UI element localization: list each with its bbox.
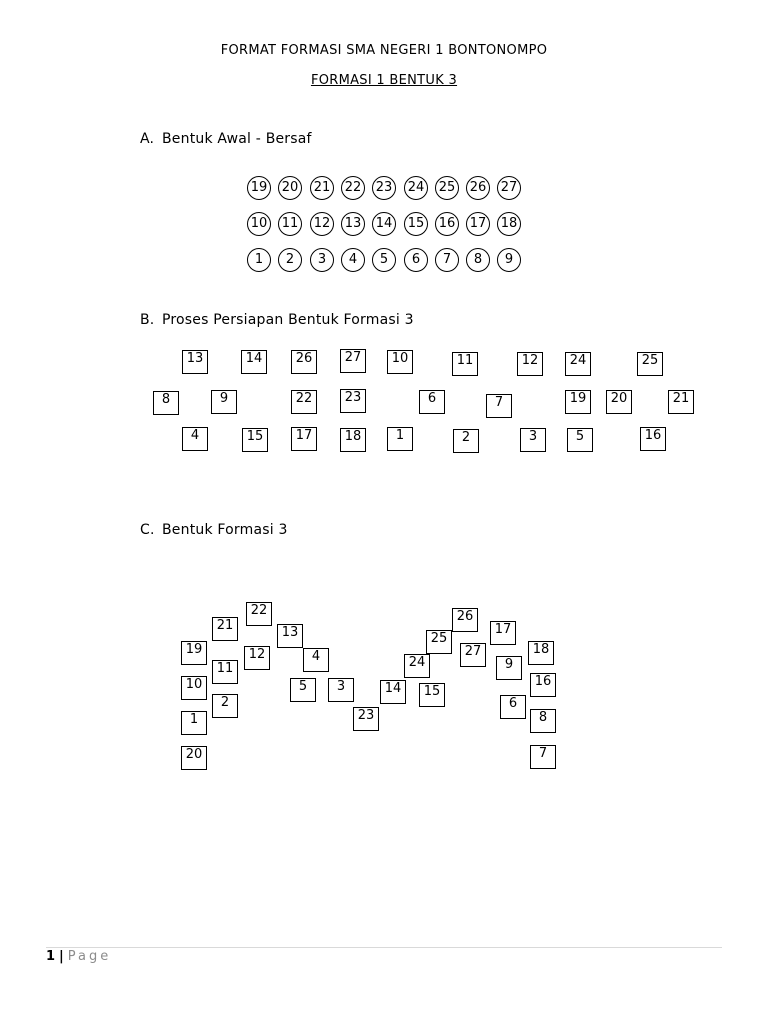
student-circle: 3 xyxy=(310,248,334,272)
student-circle: 21 xyxy=(310,176,334,200)
document-title: FORMAT FORMASI SMA NEGERI 1 BONTONOMPO xyxy=(220,43,548,58)
student-box: 14 xyxy=(380,680,406,704)
student-box: 13 xyxy=(277,624,303,648)
page-label: Page xyxy=(67,949,112,964)
footer-divider xyxy=(46,947,722,948)
student-box: 24 xyxy=(404,654,430,678)
student-circle: 5 xyxy=(372,248,396,272)
section-a-heading xyxy=(140,131,312,147)
student-box: 10 xyxy=(181,676,207,700)
section-a-letter: A. xyxy=(140,131,155,147)
section-c-heading xyxy=(140,522,288,538)
student-circle: 22 xyxy=(341,176,365,200)
page-number: 1 xyxy=(46,949,56,964)
student-circle: 1 xyxy=(247,248,271,272)
section-b-label: Proses Persiapan Bentuk Formasi 3 xyxy=(162,312,414,328)
student-box: 20 xyxy=(181,746,207,770)
student-box: 7 xyxy=(530,745,556,769)
student-circle: 11 xyxy=(278,212,302,236)
section-b-heading xyxy=(140,312,414,328)
student-circle: 17 xyxy=(466,212,490,236)
student-box: 14 xyxy=(241,350,267,374)
student-box: 7 xyxy=(486,394,512,418)
student-box: 19 xyxy=(181,641,207,665)
student-box: 10 xyxy=(387,350,413,374)
student-circle: 2 xyxy=(278,248,302,272)
student-circle: 14 xyxy=(372,212,396,236)
student-box: 12 xyxy=(244,646,270,670)
student-box: 27 xyxy=(340,349,366,373)
student-box: 9 xyxy=(211,390,237,414)
student-circle: 16 xyxy=(435,212,459,236)
student-circle: 18 xyxy=(497,212,521,236)
section-a-label: Bentuk Awal - Bersaf xyxy=(162,131,312,147)
student-box: 25 xyxy=(637,352,663,376)
student-circle: 13 xyxy=(341,212,365,236)
student-box: 5 xyxy=(290,678,316,702)
document-subtitle: FORMASI 1 BENTUK 3 xyxy=(310,73,458,88)
student-box: 26 xyxy=(452,608,478,632)
student-box: 3 xyxy=(520,428,546,452)
student-circle: 12 xyxy=(310,212,334,236)
student-box: 2 xyxy=(453,429,479,453)
student-box: 1 xyxy=(181,711,207,735)
student-box: 25 xyxy=(426,630,452,654)
section-c-letter: C. xyxy=(140,522,155,538)
section-c-label: Bentuk Formasi 3 xyxy=(162,522,288,538)
student-circle: 24 xyxy=(404,176,428,200)
student-box: 2 xyxy=(212,694,238,718)
student-box: 11 xyxy=(452,352,478,376)
student-circle: 15 xyxy=(404,212,428,236)
section-b-letter: B. xyxy=(140,312,155,328)
student-circle: 4 xyxy=(341,248,365,272)
student-box: 22 xyxy=(246,602,272,626)
student-circle: 25 xyxy=(435,176,459,200)
student-box: 23 xyxy=(340,389,366,413)
student-circle: 7 xyxy=(435,248,459,272)
student-box: 22 xyxy=(291,390,317,414)
student-box: 9 xyxy=(496,656,522,680)
student-box: 12 xyxy=(517,352,543,376)
student-box: 19 xyxy=(565,390,591,414)
student-box: 3 xyxy=(328,678,354,702)
student-box: 11 xyxy=(212,660,238,684)
student-circle: 8 xyxy=(466,248,490,272)
student-box: 24 xyxy=(565,352,591,376)
student-box: 4 xyxy=(303,648,329,672)
student-box: 21 xyxy=(668,390,694,414)
student-box: 1 xyxy=(387,427,413,451)
student-box: 21 xyxy=(212,617,238,641)
student-box: 27 xyxy=(460,643,486,667)
student-circle: 10 xyxy=(247,212,271,236)
student-circle: 23 xyxy=(372,176,396,200)
student-box: 16 xyxy=(640,427,666,451)
student-box: 26 xyxy=(291,350,317,374)
student-box: 15 xyxy=(419,683,445,707)
student-box: 23 xyxy=(353,707,379,731)
student-box: 6 xyxy=(500,695,526,719)
student-circle: 6 xyxy=(404,248,428,272)
student-circle: 19 xyxy=(247,176,271,200)
student-box: 17 xyxy=(490,621,516,645)
student-box: 15 xyxy=(242,428,268,452)
footer-separator: | xyxy=(59,949,64,964)
student-box: 18 xyxy=(340,428,366,452)
student-circle: 20 xyxy=(278,176,302,200)
student-box: 4 xyxy=(182,427,208,451)
student-box: 18 xyxy=(528,641,554,665)
student-box: 8 xyxy=(153,391,179,415)
student-circle: 27 xyxy=(497,176,521,200)
student-box: 16 xyxy=(530,673,556,697)
student-circle: 26 xyxy=(466,176,490,200)
page-footer xyxy=(46,949,111,964)
student-circle: 9 xyxy=(497,248,521,272)
student-box: 6 xyxy=(419,390,445,414)
student-box: 13 xyxy=(182,350,208,374)
student-box: 5 xyxy=(567,428,593,452)
student-box: 8 xyxy=(530,709,556,733)
student-box: 17 xyxy=(291,427,317,451)
student-box: 20 xyxy=(606,390,632,414)
